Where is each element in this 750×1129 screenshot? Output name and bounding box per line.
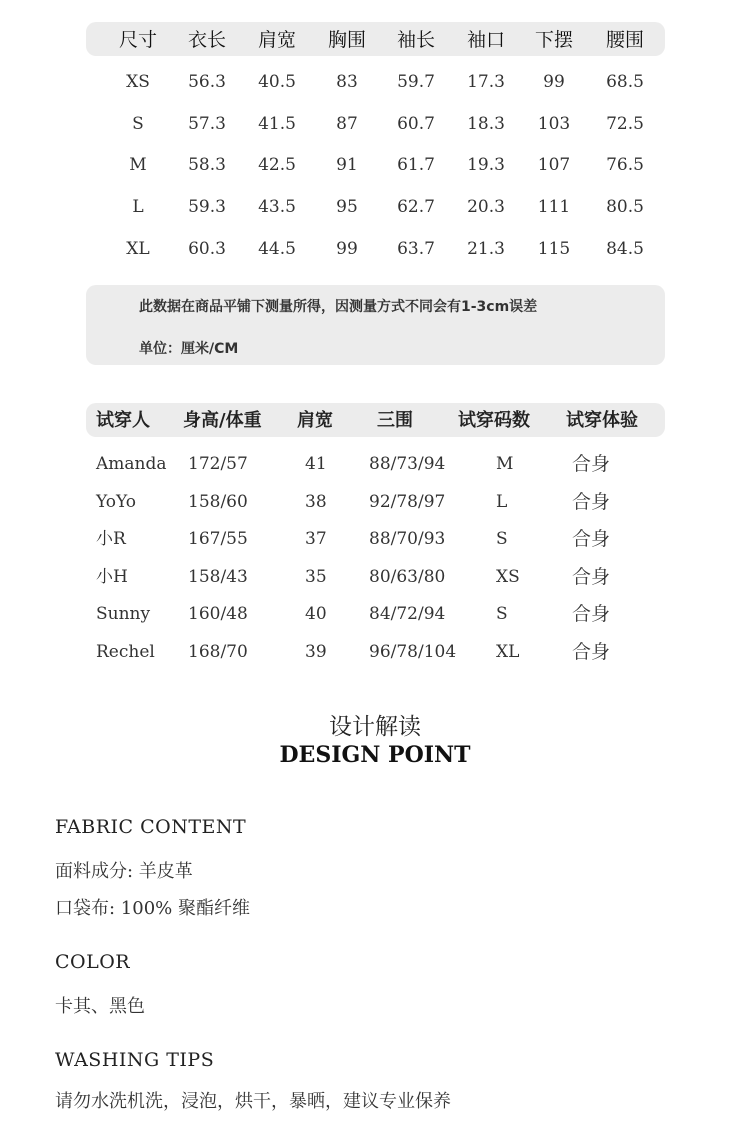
size-cell: 95 xyxy=(336,197,358,217)
size-cell: 18.3 xyxy=(467,114,505,134)
measurement-note-text: 此数据在商品平铺下测量所得，因测量方式不同会有1-3cm误差 xyxy=(139,299,538,315)
fit-cell: 35 xyxy=(305,567,327,587)
fit-cell: 167/55 xyxy=(188,529,248,549)
measurement-note xyxy=(86,285,665,365)
size-cell: 107 xyxy=(537,155,571,175)
fit-cell: 41 xyxy=(305,454,327,474)
size-table-row xyxy=(0,192,750,222)
fit-cell: 38 xyxy=(305,492,327,512)
size-cell: 99 xyxy=(543,72,565,92)
size-cell: 76.5 xyxy=(606,155,644,175)
fit-cell: 172/57 xyxy=(188,454,248,474)
fit-cell: 小R xyxy=(96,529,126,549)
size-cell: L xyxy=(132,197,144,217)
fit-table-row xyxy=(0,449,750,479)
fit-cell: Rechel xyxy=(96,642,155,662)
washing-line: 请勿水洗机洗，浸泡，烘干，暴晒，建议专业保养 xyxy=(55,1091,451,1112)
size-header-cell: 衣长 xyxy=(187,29,227,51)
fit-cell: 160/48 xyxy=(188,604,248,624)
size-cell: 63.7 xyxy=(397,239,435,259)
fit-cell: 96/78/104 xyxy=(369,642,457,662)
fit-cell: 158/60 xyxy=(188,492,248,512)
size-cell: 80.5 xyxy=(606,197,644,217)
fit-header-cell: 身高/体重 xyxy=(183,410,262,431)
fit-cell: 合身 xyxy=(572,453,611,475)
fit-table-header xyxy=(86,403,665,437)
size-table-row xyxy=(0,150,750,180)
fit-cell: 158/43 xyxy=(188,567,248,587)
size-cell: 60.7 xyxy=(397,114,435,134)
fit-cell: XL xyxy=(496,642,520,662)
fit-cell: 37 xyxy=(305,529,327,549)
fit-cell: XS xyxy=(496,567,520,587)
size-cell: 61.7 xyxy=(397,155,435,175)
size-table-row xyxy=(0,109,750,139)
fit-cell: 80/63/80 xyxy=(369,567,446,587)
fit-cell: S xyxy=(496,529,508,549)
size-cell: 68.5 xyxy=(606,72,644,92)
size-table-header xyxy=(86,22,665,56)
size-cell: 19.3 xyxy=(467,155,505,175)
size-cell: 72.5 xyxy=(606,114,644,134)
design-title-cn: 设计解读 xyxy=(329,714,421,740)
size-table-row xyxy=(0,67,750,97)
size-cell: 60.3 xyxy=(188,239,226,259)
size-cell: 87 xyxy=(336,114,358,134)
fit-table-row xyxy=(0,487,750,517)
size-cell: 59.3 xyxy=(188,197,226,217)
size-header-cell: 袖口 xyxy=(466,29,506,51)
size-header-cell: 肩宽 xyxy=(257,29,297,51)
washing-title: WASHING TIPS xyxy=(55,1049,215,1071)
fit-cell: 小H xyxy=(96,567,128,587)
fit-cell: Amanda xyxy=(96,454,167,474)
fit-header-cell: 试穿人 xyxy=(96,410,150,431)
fabric-line: 面料成分: 羊皮革 xyxy=(55,861,193,882)
size-cell: 17.3 xyxy=(467,72,505,92)
size-cell: 44.5 xyxy=(258,239,296,259)
fit-header-cell: 肩宽 xyxy=(297,410,333,431)
size-cell: 42.5 xyxy=(258,155,296,175)
fit-cell: 合身 xyxy=(572,641,611,663)
fit-cell: 92/78/97 xyxy=(369,492,446,512)
size-cell: 58.3 xyxy=(188,155,226,175)
fit-table-row xyxy=(0,524,750,554)
size-cell: 115 xyxy=(537,239,571,259)
fit-header-cell: 三围 xyxy=(377,410,413,431)
fit-header-cell: 试穿码数 xyxy=(458,410,530,431)
size-cell: 91 xyxy=(336,155,358,175)
fit-cell: Sunny xyxy=(96,604,151,624)
size-table-row xyxy=(0,234,750,264)
size-cell: 43.5 xyxy=(258,197,296,217)
fabric-title: FABRIC CONTENT xyxy=(55,816,247,838)
fit-cell: S xyxy=(496,604,508,624)
size-cell: 62.7 xyxy=(397,197,435,217)
size-cell: S xyxy=(132,114,144,134)
fit-table-row xyxy=(0,599,750,629)
size-cell: 20.3 xyxy=(467,197,505,217)
fit-cell: M xyxy=(496,454,514,474)
size-cell: XS xyxy=(126,72,150,92)
size-header-cell: 下摆 xyxy=(534,29,574,51)
size-header-cell: 胸围 xyxy=(327,29,367,51)
size-cell: 40.5 xyxy=(258,72,296,92)
fit-table-row xyxy=(0,562,750,592)
fit-cell: 168/70 xyxy=(188,642,248,662)
fit-cell: 合身 xyxy=(572,528,611,550)
size-cell: M xyxy=(129,155,147,175)
size-header-cell: 袖长 xyxy=(396,29,436,51)
fit-cell: 40 xyxy=(305,604,327,624)
size-header-cell: 腰围 xyxy=(605,29,645,51)
size-cell: 59.7 xyxy=(397,72,435,92)
size-cell: 84.5 xyxy=(606,239,644,259)
unit-note-text: 单位：厘米/CM xyxy=(139,341,239,357)
size-cell: 21.3 xyxy=(467,239,505,259)
size-cell: XL xyxy=(126,239,150,259)
size-cell: 103 xyxy=(537,114,571,134)
fit-cell: 合身 xyxy=(572,491,611,513)
fit-cell: 39 xyxy=(305,642,327,662)
fit-cell: 合身 xyxy=(572,566,611,588)
design-title-en: DESIGN POINT xyxy=(279,742,471,768)
size-cell: 99 xyxy=(336,239,358,259)
color-title: COLOR xyxy=(55,951,131,973)
size-header-cell: 尺寸 xyxy=(118,29,158,51)
fabric-line: 口袋布: 100% 聚酯纤维 xyxy=(55,898,250,919)
fit-table-row xyxy=(0,637,750,667)
size-cell: 57.3 xyxy=(188,114,226,134)
size-cell: 56.3 xyxy=(188,72,226,92)
size-cell: 111 xyxy=(537,197,571,217)
color-line: 卡其、黑色 xyxy=(55,996,145,1017)
fit-cell: YoYo xyxy=(96,492,136,512)
fit-cell: 88/73/94 xyxy=(369,454,446,474)
fit-cell: 合身 xyxy=(572,603,611,625)
size-cell: 41.5 xyxy=(258,114,296,134)
size-cell: 83 xyxy=(336,72,358,92)
fit-cell: L xyxy=(496,492,508,512)
fit-header-cell: 试穿体验 xyxy=(566,410,638,431)
fit-cell: 84/72/94 xyxy=(369,604,446,624)
fit-cell: 88/70/93 xyxy=(369,529,446,549)
